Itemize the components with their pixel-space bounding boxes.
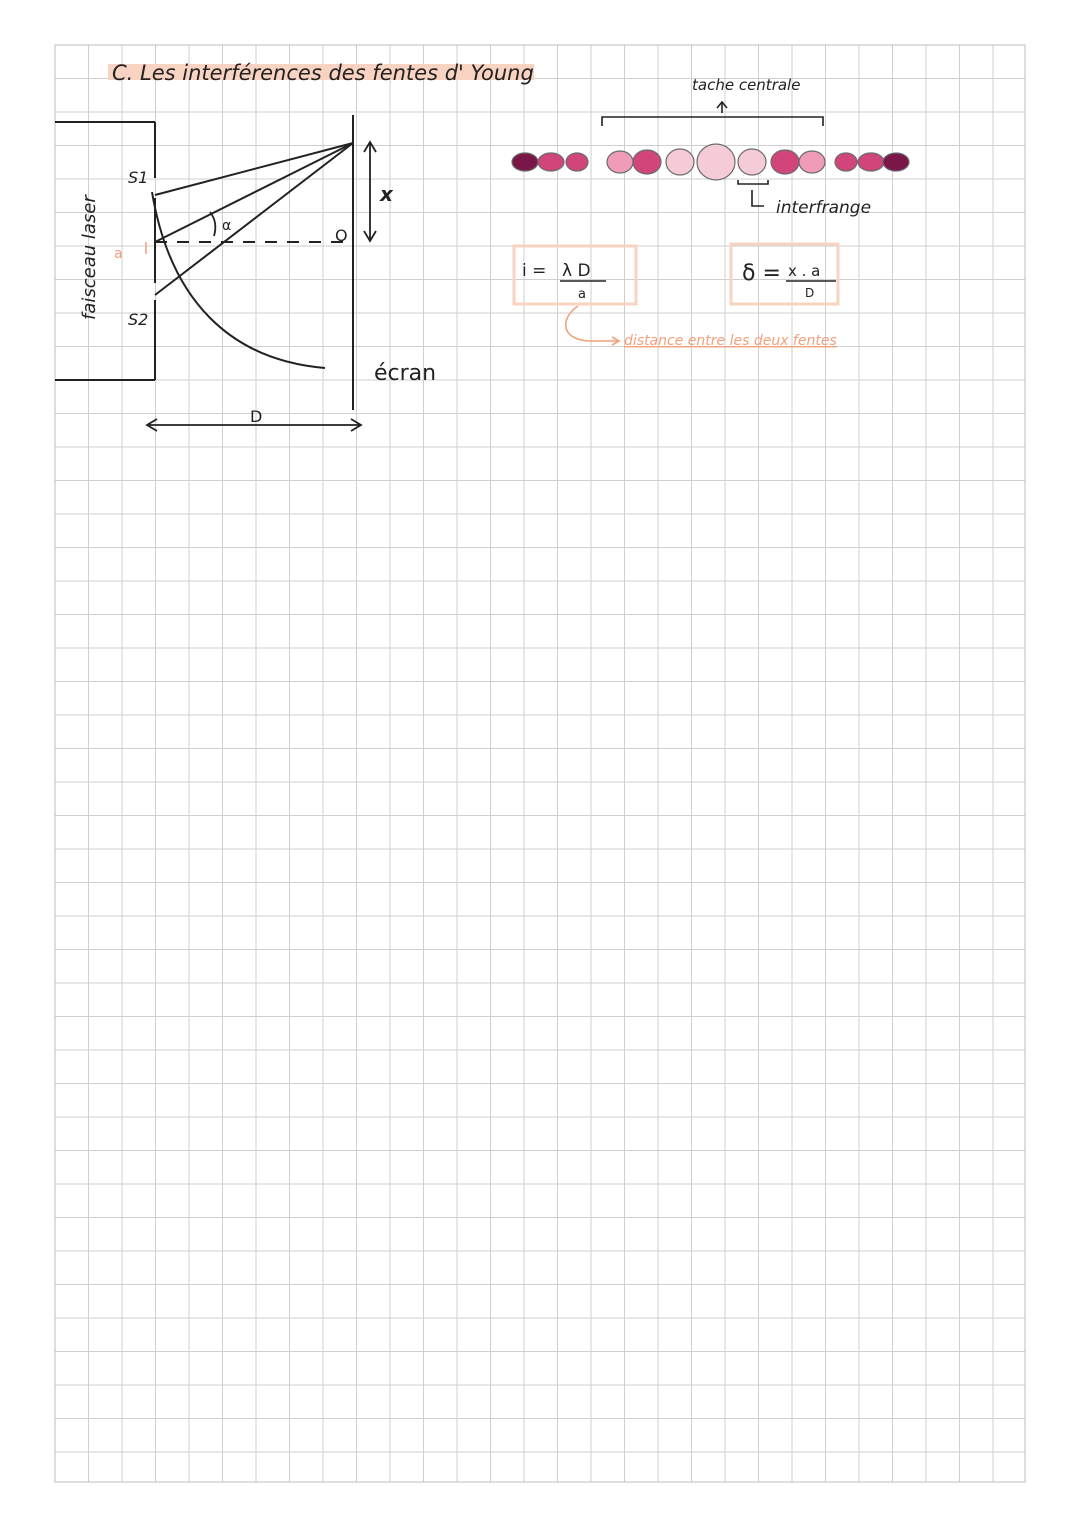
fringe-spot bbox=[566, 153, 588, 171]
fringe-spot bbox=[883, 153, 909, 171]
formula-delta-den: D bbox=[805, 286, 815, 300]
fringe-spot bbox=[835, 153, 857, 171]
formula-delta-lhs: δ = bbox=[742, 261, 781, 286]
note-text: distance entre les deux fentes bbox=[624, 333, 837, 349]
fringe-spot bbox=[512, 153, 538, 171]
central-spot-label: tache centrale bbox=[692, 76, 801, 94]
x-label: x bbox=[380, 182, 393, 206]
fringe-spot bbox=[697, 144, 735, 180]
angle-arc bbox=[210, 212, 215, 236]
fringe-spot bbox=[738, 149, 766, 175]
fringe-spot bbox=[666, 149, 694, 175]
note-arrow bbox=[566, 306, 618, 341]
formula-delta-num: x . a bbox=[788, 262, 821, 280]
alpha-label: α bbox=[222, 218, 232, 234]
formula-i-num: λ D bbox=[562, 261, 591, 281]
formula-i-lhs: i = bbox=[522, 261, 547, 281]
s1-label: S1 bbox=[128, 168, 149, 187]
formula-i-den: a bbox=[578, 287, 586, 302]
d-label: D bbox=[250, 407, 263, 426]
fringe-spot bbox=[858, 153, 884, 171]
page-title: C. Les interférences des fentes d' Young bbox=[112, 61, 534, 85]
fringe-spot bbox=[633, 150, 661, 174]
o-label: O bbox=[335, 226, 348, 245]
fringe-spot bbox=[799, 151, 825, 173]
fringe-spots bbox=[512, 144, 909, 180]
fringe-spot bbox=[607, 151, 633, 173]
fringe-spot bbox=[771, 150, 799, 174]
young-slits-diagram bbox=[55, 115, 376, 431]
fringe-spot bbox=[538, 153, 564, 171]
interfrange-bracket bbox=[738, 180, 768, 184]
a-label: a bbox=[114, 246, 123, 262]
bracket-line bbox=[602, 117, 823, 126]
interfrange-label: interfrange bbox=[776, 198, 872, 218]
s2-label: S2 bbox=[128, 310, 149, 329]
side-label-laser: faisceau laser bbox=[79, 195, 100, 320]
ecran-label: écran bbox=[374, 361, 437, 386]
